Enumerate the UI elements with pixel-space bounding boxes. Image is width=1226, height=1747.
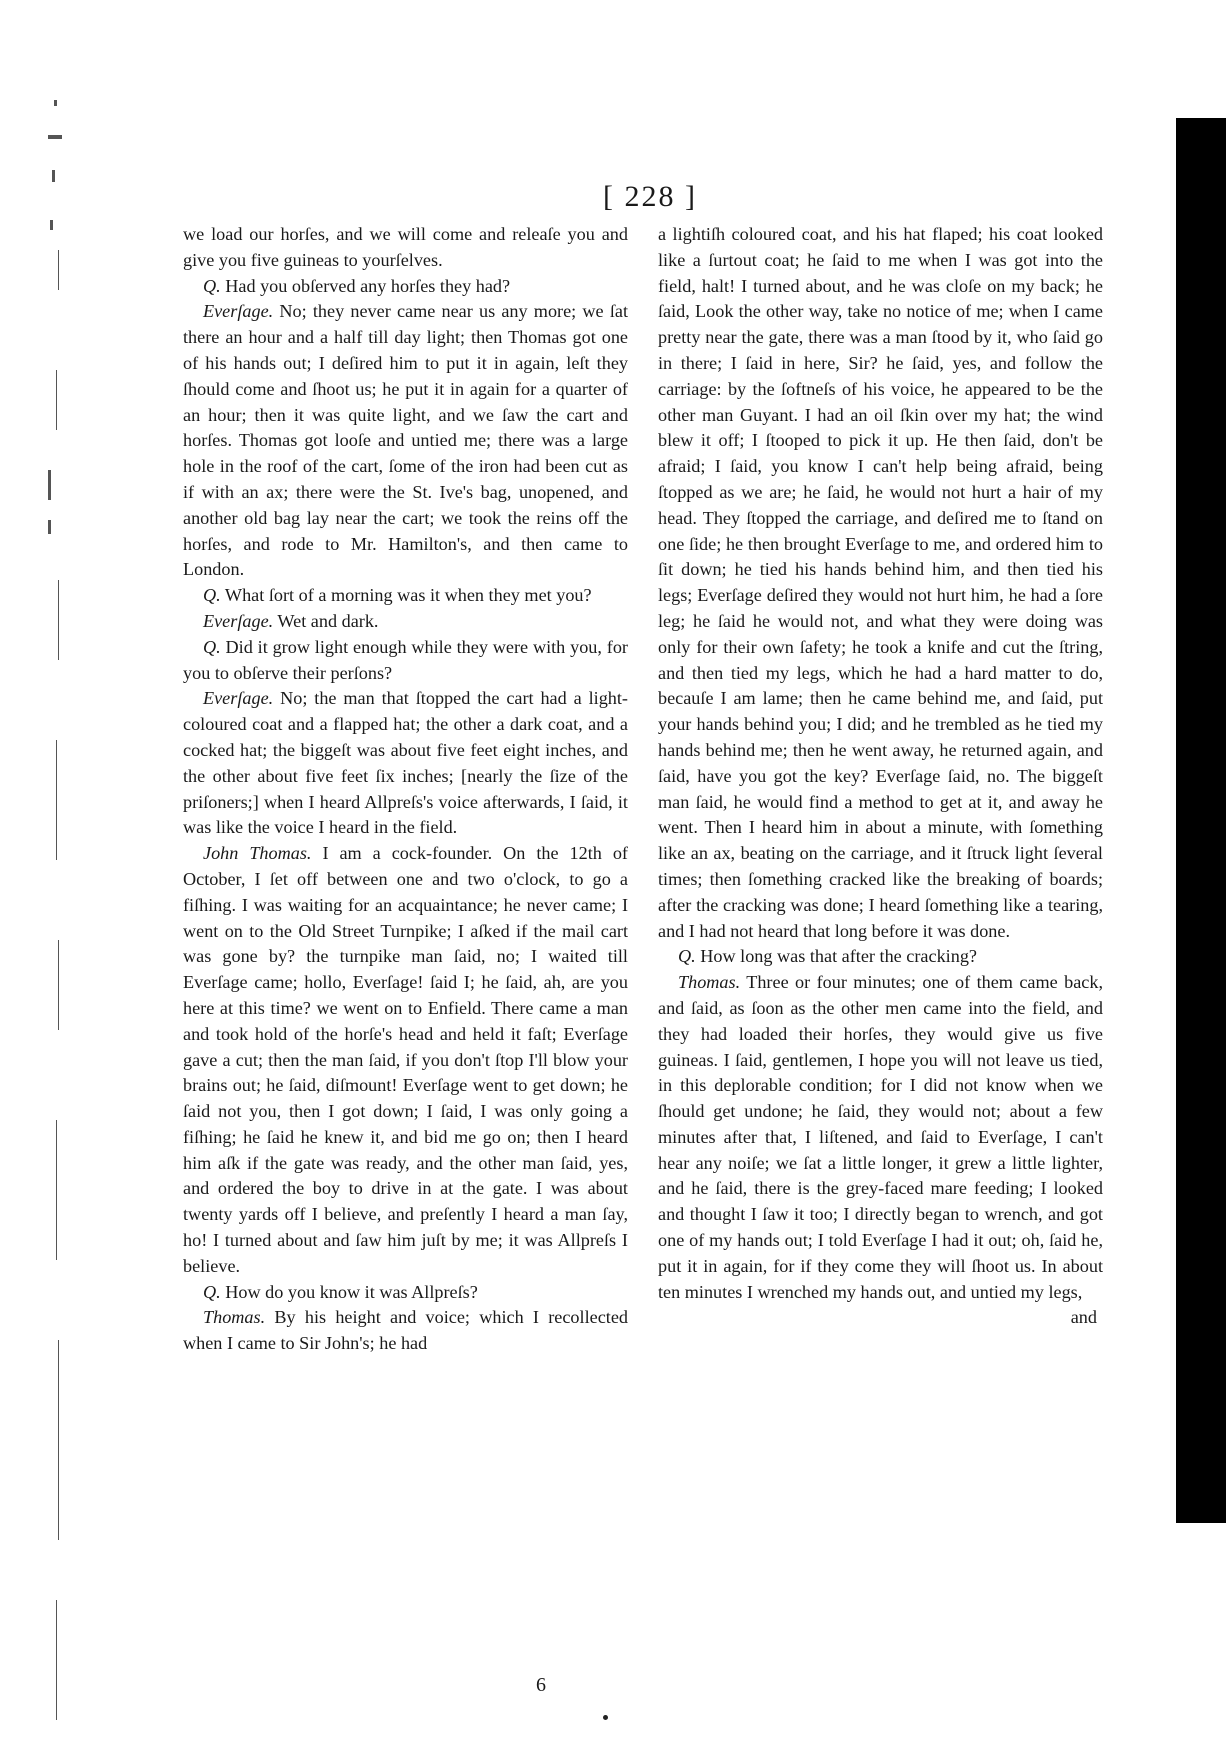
speaker-label: Thomas.: [678, 972, 741, 993]
paragraph-text: Had you obſerved any horſes they had?: [220, 275, 511, 296]
speaker-label: John Thomas.: [203, 843, 312, 864]
paragraph-text: No; the man that ſtopped the cart had a light-coloured coat and a flapped hat; the other a dark coat, and a cocked hat; the biggeſt was about five feet eight inches, and the other about five feet ſix inches; [nearly the ſize of the priſoners;] when I heard Allpreſs's voice afterwards, I ſaid, it was like the voice I heard in the field.: [183, 688, 628, 838]
speaker-label: Everſage.: [203, 688, 274, 709]
signature-mark: 6: [536, 1674, 546, 1696]
paragraph-text: How do you know it was Allpreſs?: [220, 1281, 478, 1302]
speaker-label: Thomas.: [203, 1307, 266, 1328]
paragraph: [183, 222, 628, 274]
speaker-label: Q.: [203, 1281, 221, 1302]
paragraph: [183, 609, 628, 635]
paragraph-text: Wet and dark.: [273, 610, 379, 631]
paragraph: [183, 1280, 628, 1306]
speaker-label: Q.: [678, 946, 696, 967]
paragraph-text: we load our horſes, and we will come and releaſe you and give you five guineas to yourſelves.: [183, 224, 628, 270]
page-number: [ 228 ]: [603, 180, 697, 213]
paragraph: [658, 944, 1103, 970]
paragraph-text: I am a cock-founder. On the 12th of October, I ſet off between one and two o'clock, to go a fiſhing. I was waiting for an acquaintance; he never came; I went on to the Old Street Turnpike; I aſked if the mail cart was gone by? the turnpike man ſaid, no; I waited till Everſage came; hollo, Everſage! ſaid I; he ſaid, ah, are you here at this time? we went on to Enfield. There came a man and took hold of the horſe's head and held it faſt; Everſage gave a cut; then the man ſaid, if you don't ſtop I'll blow your brains out; he ſaid, diſmount! Everſage went to get down; he ſaid not you, then I got down; I ſaid, I was only going a fiſhing; he ſaid he knew it, and bid me go on; then I heard him aſk if the gate was ready, and the other man ſaid, yes, and ordered the boy to drive in at the gate. I was about twenty yards off I believe, and preſently I heard a man ſay, ho! I turned about and ſaw him juſt by me; it was Allpreſs I believe.: [183, 843, 628, 1276]
paragraph-text: What ſort of a morning was it when they met you?: [220, 585, 592, 606]
paragraph: [183, 841, 628, 1280]
paragraph-text: How long was that after the cracking?: [695, 946, 977, 967]
paragraph: [183, 635, 628, 687]
paragraph-text: Three or four minutes; one of them came back, and ſaid, as ſoon as the other men came into the field, and they had loaded their horſes, they would give us five guineas. I ſaid, gentlemen, I hope you will not leave us tied, in this deplorable condition; for I did not know when we ſhould get undone; he ſaid, they would not; about a few minutes after that, I liſtened, and ſaid to Everſage, I can't hear any noiſe; we ſat a little longer, it grew a little lighter, and he ſaid, there is the grey-faced mare feeding; I looked and thought I ſaw it too; I directly began to wrench, and got one of my hands out; I told Everſage I had it out; oh, ſaid he, put it in again, for if they come they will ſhoot us. In about ten minutes I wrenched my hands out, and untied my legs,: [658, 972, 1103, 1302]
left-column: [183, 222, 628, 1357]
paragraph: [183, 686, 628, 841]
scan-edge-bar: [1176, 118, 1226, 1523]
right-column: [658, 222, 1103, 1331]
paragraph: [183, 274, 628, 300]
speaker-label: Everſage.: [203, 610, 274, 631]
paragraph: [183, 1305, 628, 1357]
catchword: and: [1070, 1307, 1097, 1328]
paragraph-text: Did it grow light enough while they were with you, for you to obſerve their perſons?: [183, 636, 628, 683]
speaker-label: Q.: [203, 275, 221, 296]
paragraph: [658, 222, 1103, 944]
speaker-label: Q.: [203, 585, 221, 606]
paragraph-text: By his height and voice; which I recollected when I came to Sir John's; he had: [183, 1307, 628, 1354]
ink-dot: [603, 1715, 608, 1720]
paragraph: [658, 970, 1103, 1305]
paragraph: [183, 583, 628, 609]
scan-margin-specks: [44, 40, 84, 1740]
paragraph: [183, 299, 628, 583]
paragraph-text: No; they never came near us any more; we ſat there an hour and a half till day light; then Thomas got one of his hands out; I deſired him to put it in again, leſt they ſhould come and ſhoot us; he put it in again for a quarter of an hour; then it was quite light, and we ſaw the cart and horſes. Thomas got looſe and untied me; there was a large hole in the roof of the cart, ſome of the iron had been cut as if with an ax; there were the St. Ive's bag, unopened, and another old bag lay near the cart; we took the reins off the horſes, and rode to Mr. Hamilton's, and then came to London.: [183, 301, 628, 580]
paragraph-text: a lightiſh coloured coat, and his hat flaped; his coat looked like a ſurtout coat; he ſaid to me when I was got into the field, halt! I turned about, and he was cloſe on my back; he ſaid, Look the other way, take no notice of me; when I came pretty near the gate, there was a man ſtood by it, who ſaid go in there; I ſaid in here, Sir? he ſaid, yes, and follow the carriage: by the ſoftneſs of his voice, he appeared to be the other man Guyant. I had an oil ſkin over my hat; the wind blew it off; I ſtooped to pick it up. He then ſaid, don't be afraid; I ſaid, you know I can't help being afraid, being ſtopped as we are; he ſaid, he would not hurt a hair of my head. They ſtopped the carriage, and deſired me to ſtand on one ſide; he then brought Everſage to me, and ordered him to ſit down; he tied his hands behind him, and then tied his legs; Everſage deſired they would not hurt him, he had a ſore leg; he ſaid he would not, and what they were doing was only for their own ſafety; he took a knife and cut the ſtring, and then tied my legs, which he had a hard matter to do, becauſe I am lame; then he came behind me, and ſaid, put your hands behind you; I did; and he trembled as he tied my hands behind me; then he went away, he returned again, and ſaid, have you got the key? Everſage ſaid, no. The biggeſt man ſaid, he would find a method to get at it, and away he went. Then I heard him in about a minute, with ſomething like an ax, beating on the carriage, and it ſtruck light ſeveral times; then ſomething cracked like the breaking of boards; after the cracking was done; I heard ſomething like a tearing, and I had not heard that long before it was done.: [658, 224, 1103, 941]
speaker-label: Everſage.: [203, 301, 274, 322]
speaker-label: Q.: [203, 636, 221, 657]
